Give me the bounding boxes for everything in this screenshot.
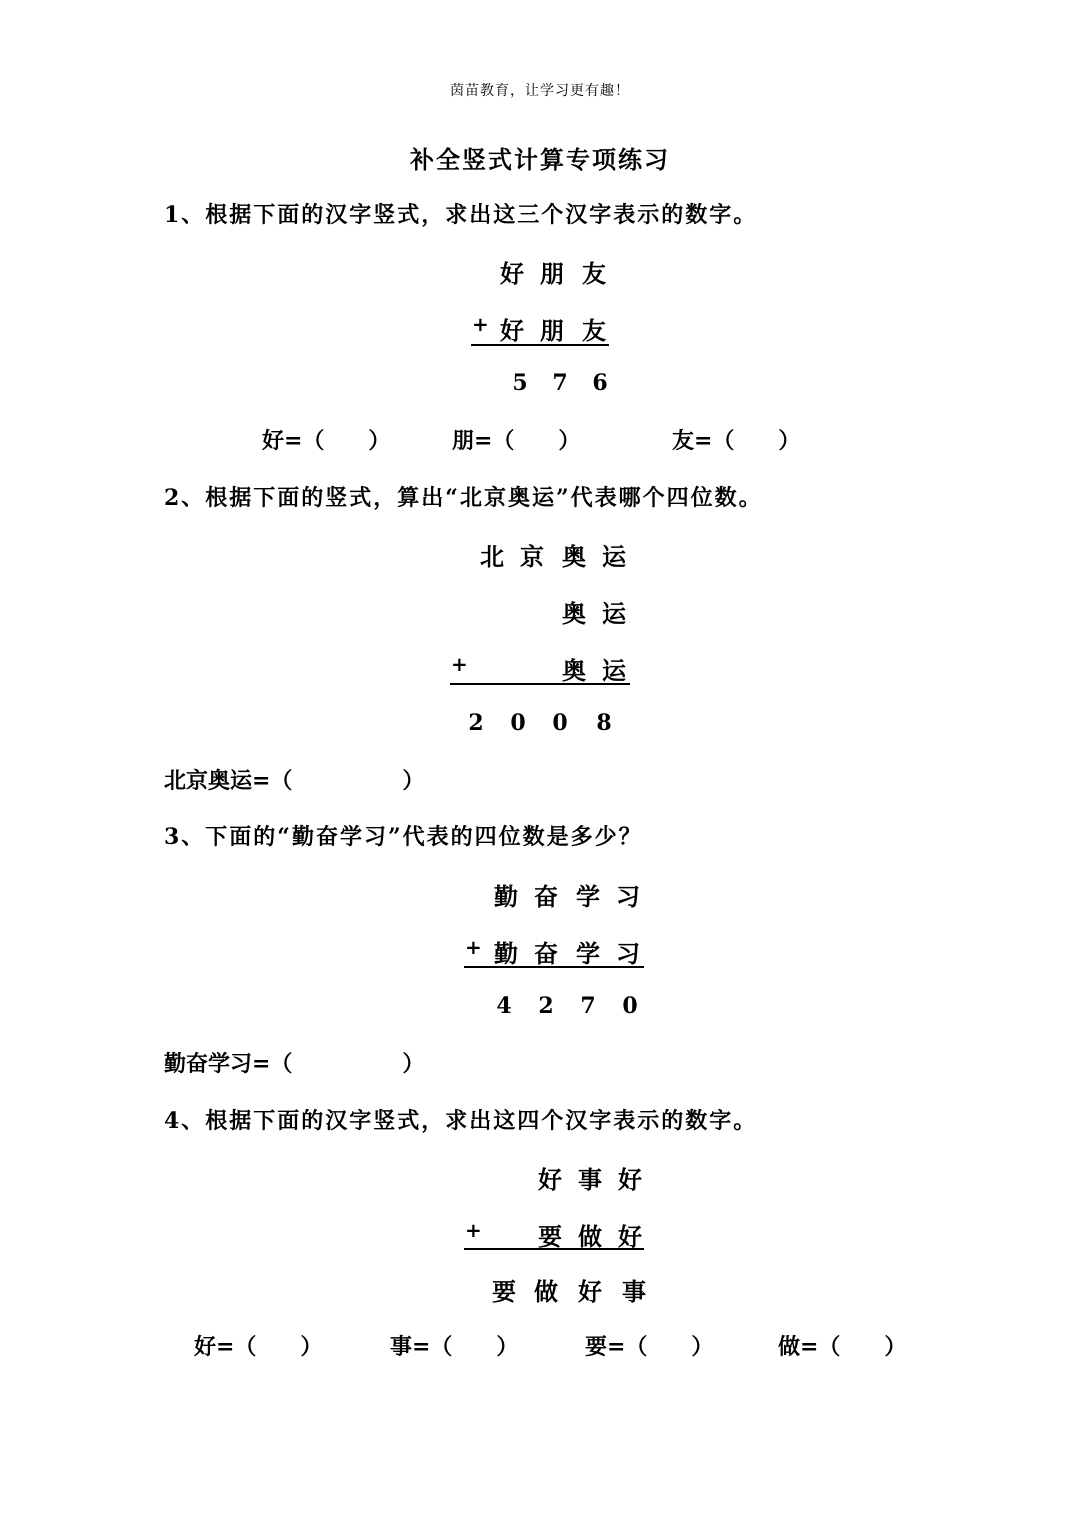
q2-row3-char-1: 奥 <box>562 656 586 685</box>
question-3-text: 3、下面的“勤奋学习”代表的四位数是多少？ <box>164 824 643 850</box>
q1-plus-sign: + <box>472 312 489 336</box>
q4-answer-3: 要=（ ） <box>585 1334 714 1360</box>
q2-plus-sign: + <box>451 652 468 676</box>
q4-sum-line <box>464 1248 644 1250</box>
page-header: 茵苗教育，让学习更有趣！ <box>450 83 630 99</box>
page-title: 补全竖式计算专项练习 <box>410 145 670 174</box>
q1-row1-char-2: 朋 <box>540 259 564 288</box>
q3-result-digit-3: 7 <box>580 993 596 1019</box>
q3-result-digit-2: 2 <box>538 993 554 1019</box>
q2-row1-char-3: 奥 <box>562 542 586 571</box>
q1-answer-2: 朋=（ ） <box>452 428 581 454</box>
q4-result-char-3: 好 <box>578 1277 602 1306</box>
q1-answer-3: 友=（ ） <box>672 428 801 454</box>
q2-answer: 北京奥运=（ ） <box>164 768 425 794</box>
question-2-text: 2、根据下面的竖式，算出“北京奥运”代表哪个四位数。 <box>164 485 763 511</box>
question-4-text: 4、根据下面的汉字竖式，求出这四个汉字表示的数字。 <box>164 1108 758 1134</box>
q3-result-digit-4: 0 <box>622 993 638 1019</box>
q3-row2-char-2: 奋 <box>534 939 558 968</box>
q3-row1-char-2: 奋 <box>534 882 558 911</box>
q2-row1-char-2: 京 <box>520 542 544 571</box>
q2-row2-char-1: 奥 <box>562 599 586 628</box>
q2-row3-char-2: 运 <box>602 656 626 685</box>
q2-result-digit-4: 8 <box>596 710 612 736</box>
q2-row1-char-4: 运 <box>602 542 626 571</box>
q2-result-digit-1: 2 <box>468 710 484 736</box>
q4-answer-1: 好=（ ） <box>194 1334 323 1360</box>
q4-result-char-1: 要 <box>492 1277 516 1306</box>
q4-plus-sign: + <box>465 1218 482 1242</box>
q2-result-digit-3: 0 <box>552 710 568 736</box>
q2-row1-char-1: 北 <box>480 542 504 571</box>
q1-row2-char-2: 朋 <box>540 316 564 345</box>
q4-row2-char-3: 好 <box>618 1222 642 1251</box>
q4-row1-char-2: 事 <box>578 1165 602 1194</box>
q2-row2-char-2: 运 <box>602 599 626 628</box>
q3-row1-char-3: 学 <box>576 882 600 911</box>
q4-row1-char-1: 好 <box>538 1165 562 1194</box>
q1-row1-char-3: 友 <box>582 259 606 288</box>
q3-row2-char-1: 勤 <box>494 939 518 968</box>
q2-result-digit-2: 0 <box>510 710 526 736</box>
q1-answer-1: 好=（ ） <box>262 428 391 454</box>
q3-result-digit-1: 4 <box>496 993 512 1019</box>
q4-row2-char-1: 要 <box>538 1222 562 1251</box>
q1-result-digit-2: 7 <box>552 370 568 396</box>
q1-row2-char-3: 友 <box>582 316 606 345</box>
q1-row1-char-1: 好 <box>500 259 524 288</box>
q4-result-char-2: 做 <box>534 1277 558 1306</box>
q3-sum-line <box>464 966 644 968</box>
q1-result-digit-3: 6 <box>592 370 608 396</box>
q3-row1-char-4: 习 <box>616 882 640 911</box>
q4-answer-4: 做=（ ） <box>778 1334 907 1360</box>
q4-result-char-4: 事 <box>622 1277 646 1306</box>
q1-row2-char-1: 好 <box>500 316 524 345</box>
q3-row2-char-3: 学 <box>576 939 600 968</box>
q3-row1-char-1: 勤 <box>494 882 518 911</box>
q3-plus-sign: + <box>465 935 482 959</box>
q4-row2-char-2: 做 <box>578 1222 602 1251</box>
question-1-text: 1、根据下面的汉字竖式，求出这三个汉字表示的数字。 <box>164 202 758 228</box>
q4-row1-char-3: 好 <box>618 1165 642 1194</box>
q3-row2-char-4: 习 <box>616 939 640 968</box>
q4-answer-2: 事=（ ） <box>390 1334 519 1360</box>
q2-sum-line <box>450 683 630 685</box>
q1-result-digit-1: 5 <box>512 370 528 396</box>
q1-sum-line <box>471 344 609 346</box>
q3-answer: 勤奋学习=（ ） <box>164 1051 425 1077</box>
